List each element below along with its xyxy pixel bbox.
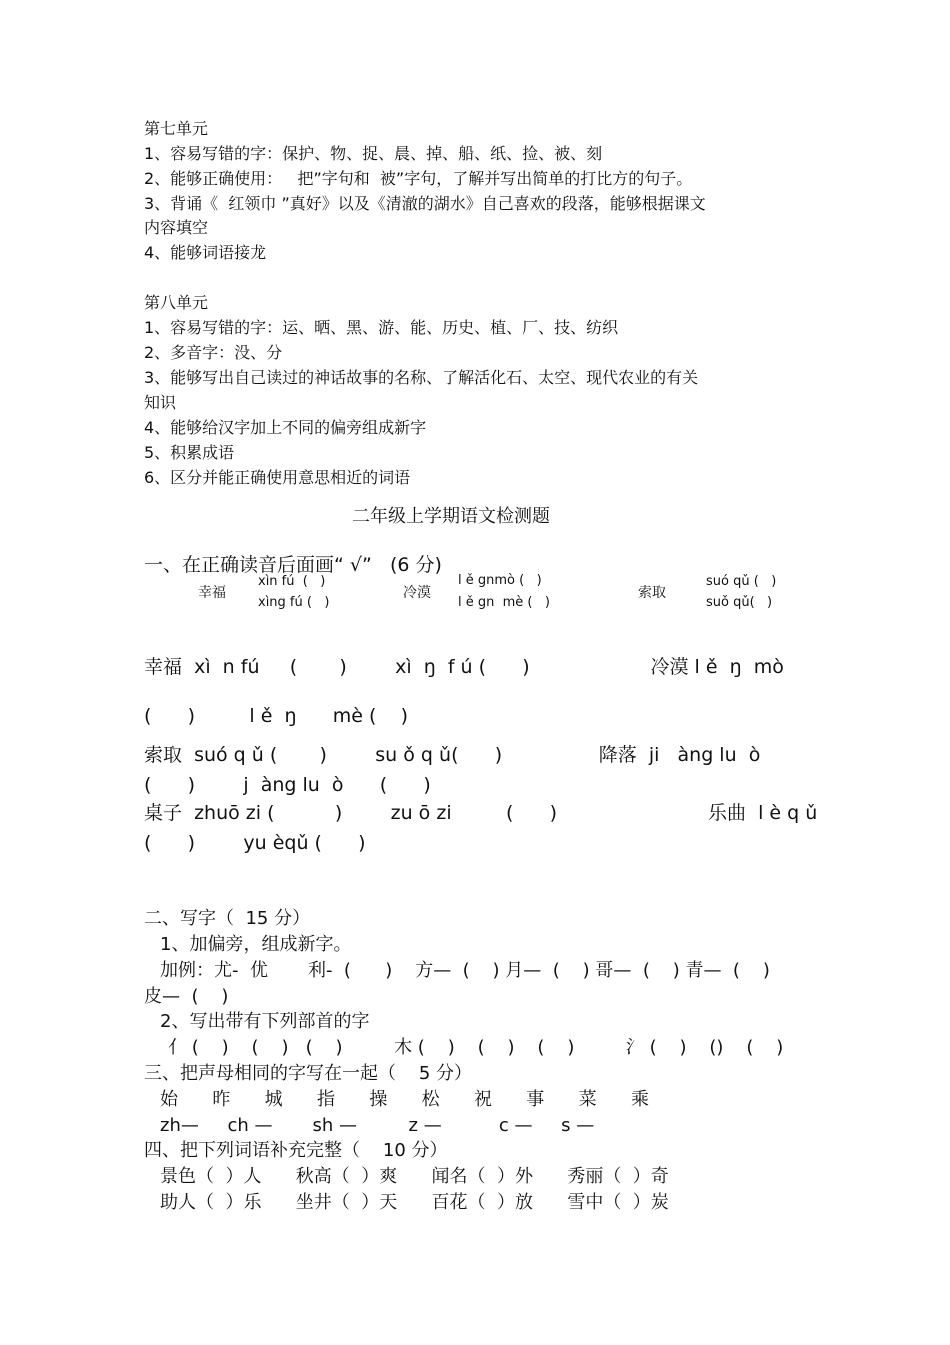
unit7-line-5: 4、能够词语接龙 xyxy=(144,243,267,262)
q2-sub2-line: 亻 ( ) ( ) ( ) 木 ( ) ( ) ( ) 氵 ( ) () ( ) xyxy=(168,1037,784,1058)
q1-heading: 一、在正确读音后面画“ √” (6 分) xyxy=(144,554,442,576)
q2-sub1: 1、加偏旁，组成新字。 xyxy=(160,934,352,955)
q1-small-word-3: 索取 xyxy=(638,585,666,601)
unit8-line-1: 1、容易写错的字：运、晒、黑、游、能、历史、植、厂、技、纺织 xyxy=(144,318,619,337)
q1-row-4: ( ) j àng lu ò ( ) xyxy=(144,774,431,796)
q1-row-6: ( ) yu èqǔ ( ) xyxy=(144,832,366,854)
q1-row-3: 索取 suó q ǔ ( ) su ǒ q ǔ( ) 降落 ji àng lu ò xyxy=(144,744,761,766)
q2-sub2: 2、写出带有下列部首的字 xyxy=(160,1011,370,1032)
q1-row-5: 桌子 zhuō zi ( ) zu ō zi ( ) 乐曲 l è q ǔ xyxy=(144,802,818,824)
q4-line1: 景色（ ）人 秋高（ ）爽 闻名（ ）外 秀丽（ ）奇 xyxy=(160,1166,669,1187)
unit8-line-7: 6、区分并能正确使用意思相近的词语 xyxy=(144,468,411,487)
q1-small-option-2b: l ě gn mè ( ) xyxy=(458,595,550,610)
exam-title: 二年级上学期语文检测题 xyxy=(352,506,550,527)
q1-small-word-2: 冷漠 xyxy=(403,585,431,601)
unit7-heading: 第七单元 xyxy=(144,119,209,138)
q3-groups: zh— ch — sh — z — c — s — xyxy=(160,1115,595,1136)
q1-small-option-1b: xìng fú ( ) xyxy=(258,595,330,610)
q4-heading: 四、把下列词语补充完整（ 10 分） xyxy=(144,1140,448,1161)
q3-heading: 三、把声母相同的字写在一起（ 5 分） xyxy=(144,1063,473,1084)
unit7-line-4: 内容填空 xyxy=(144,218,209,237)
unit8-heading: 第八单元 xyxy=(144,293,209,312)
q2-heading: 二、写字（ 15 分） xyxy=(144,908,311,929)
unit8-line-3: 3、能够写出自己读过的神话故事的名称、了解活化石、太空、现代农业的有关 xyxy=(144,368,699,387)
q4-line2: 助人（ ）乐 坐井（ ）天 百花（ ）放 雪中（ ）炭 xyxy=(160,1192,669,1213)
q1-small-word-1: 幸福 xyxy=(198,585,226,601)
unit8-line-6: 5、积累成语 xyxy=(144,443,235,462)
q2-sub1-line2: 皮— ( ) xyxy=(144,986,229,1007)
q1-small-option-2a: l ě gnmò ( ) xyxy=(458,573,542,588)
unit7-line-1: 1、容易写错的字：保护、物、捉、晨、掉、船、纸、捡、被、刻 xyxy=(144,144,603,163)
unit7-line-2: 2、能够正确使用： 把”字句和 被”字句，了解并写出简单的打比方的句子。 xyxy=(144,169,693,188)
q1-row-1: 幸福 xì n fú ( ) xì ŋ f ú ( ) 冷漠 l ě ŋ mò xyxy=(144,656,784,678)
unit8-line-5: 4、能够给汉字加上不同的偏旁组成新字 xyxy=(144,418,427,437)
unit8-line-4: 知识 xyxy=(144,393,177,412)
unit7-line-3: 3、背诵《 红领巾 ”真好》以及《清澈的湖水》自己喜欢的段落，能够根据课文 xyxy=(144,194,706,213)
q1-small-option-1a: xìn fú ( ) xyxy=(258,574,326,589)
q1-small-option-3a: suó qǔ ( ) xyxy=(706,574,777,589)
q1-small-option-3b: suǒ qǔ( ) xyxy=(706,595,773,610)
q2-sub1-line1: 加例：尤- 优 利- ( ) 方— ( ) 月— ( ) 哥— ( ) 青— ( ) xyxy=(160,960,770,981)
unit8-line-2: 2、多音字：没、分 xyxy=(144,343,283,362)
q1-row-2: ( ) l ě ŋ mè ( ) xyxy=(144,705,409,727)
q3-chars: 始 昨 城 指 操 松 祝 事 菜 乘 xyxy=(160,1089,649,1110)
